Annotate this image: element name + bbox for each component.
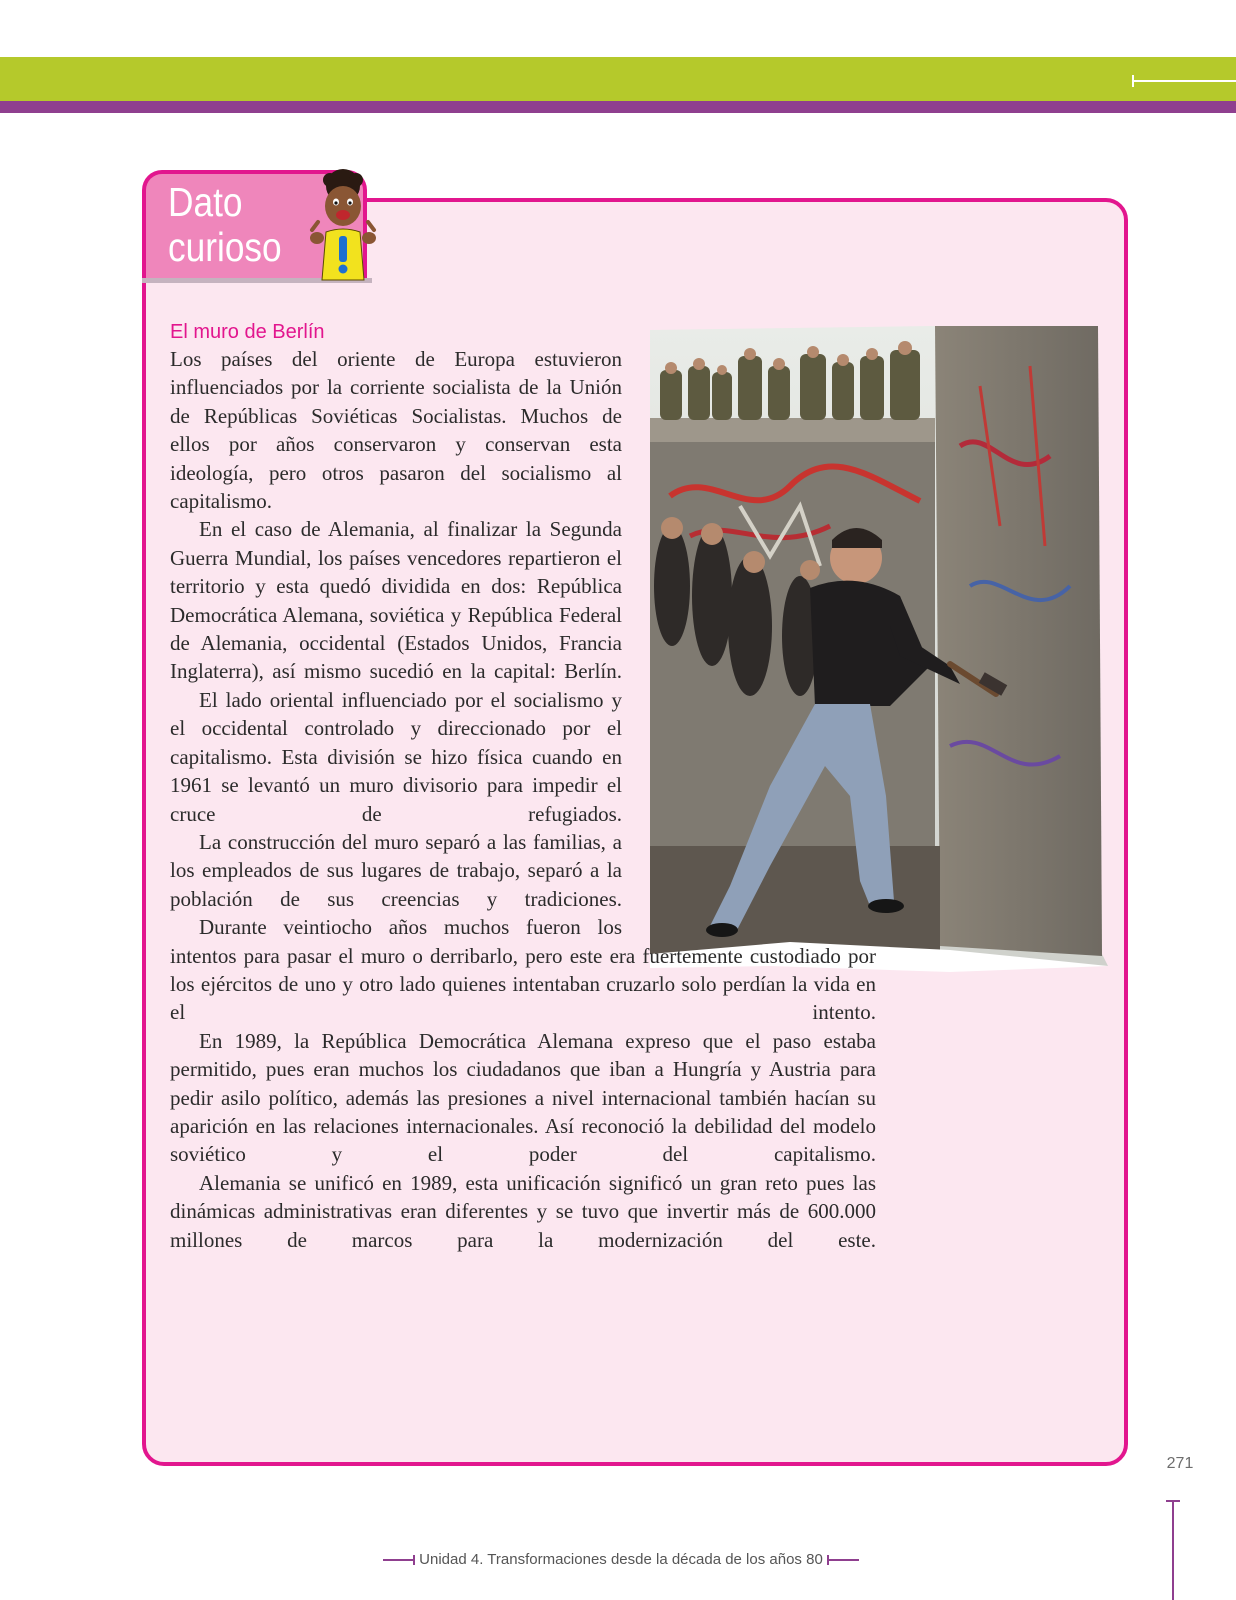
footer-dash-left [383, 1559, 413, 1561]
footer-bar-left [413, 1555, 415, 1565]
section-heading: El muro de Berlín [170, 321, 325, 343]
footer-dash-right [829, 1559, 859, 1561]
footer-title: Transformaciones desde la década de los años 80 [487, 1551, 823, 1568]
paragraph-1: Los países del oriente de Europa estuvieron influenciados por la corriente socialista de la Unión de Repúblicas Soviéticas Socialistas. Muchos de ellos por años conservaron y conservan esta ideología, pero otros pasaron del socialismo al capitalismo. [170, 347, 622, 514]
header-band-purple [0, 101, 1236, 113]
header-decorative-line [1132, 80, 1236, 82]
mascot-illustration [308, 168, 378, 286]
paragraph-2: En el caso de Alemania, al finalizar la Segunda Guerra Mundial, los países vencedores repartieron el territorio y esta quedó dividida en dos: República Democrática Alemana, soviética y República Federal de Alemania, occidental (Estados Unidos, Francia Inglaterra), así mismo sucedió en la capital: Berlín. [170, 517, 622, 684]
body-text [170, 345, 876, 1254]
page-number-tick [1166, 1500, 1180, 1502]
tab-title-line1: Dato [168, 179, 243, 225]
tab-title-line2: curioso [168, 224, 282, 270]
page-number: 271 [1166, 1455, 1194, 1472]
paragraph-6: En 1989, la República Democrática Alemana expreso que el paso estaba permitido, pues eran muchos los ciudadanos que iban a Hungría y Austria para pedir asilo político, además las presiones a nivel internacional también hacían su aparición en las relaciones internacionales. Así reconoció la debilidad del modelo soviético y el poder del capitalismo. [170, 1028, 876, 1167]
paragraph-4: La construcción del muro separó a las familias, a los empleados de sus lugares de trabajo, separó a la población de sus creencias y tradiciones. [170, 829, 622, 911]
paragraph-3: El lado oriental influenciado por el socialismo y el occidental controlado y direccionado por el capitalismo. Esta división se hizo física cuando en 1961 se levantó un muro divisorio para impedir el cruce de refugiados. [170, 687, 622, 826]
paragraph-5-first-line: Durante veintiocho años muchos fueron los [199, 915, 622, 940]
paragraph-7: Alemania se unificó en 1989, esta unificación significó un gran reto pues las dinámicas administrativas eran diferentes y se tuvo que invertir más de 600.000 millones de marcos para la modernización del este. [170, 1170, 876, 1252]
page-number-rule [1172, 1500, 1174, 1600]
page-footer [383, 1551, 883, 1571]
footer-unit-label: Unidad 4. [419, 1551, 484, 1568]
paragraph-5-continued: intentos para pasar el muro o derribarlo, pero este era fuertemente custodiado por los ejércitos de uno y otro lado quienes intentaban cruzarlo solo perdían la vida en el intento. [170, 943, 876, 1025]
header-band-green [0, 57, 1236, 101]
tab-title [168, 180, 297, 270]
header-decorative-tick [1132, 75, 1134, 87]
